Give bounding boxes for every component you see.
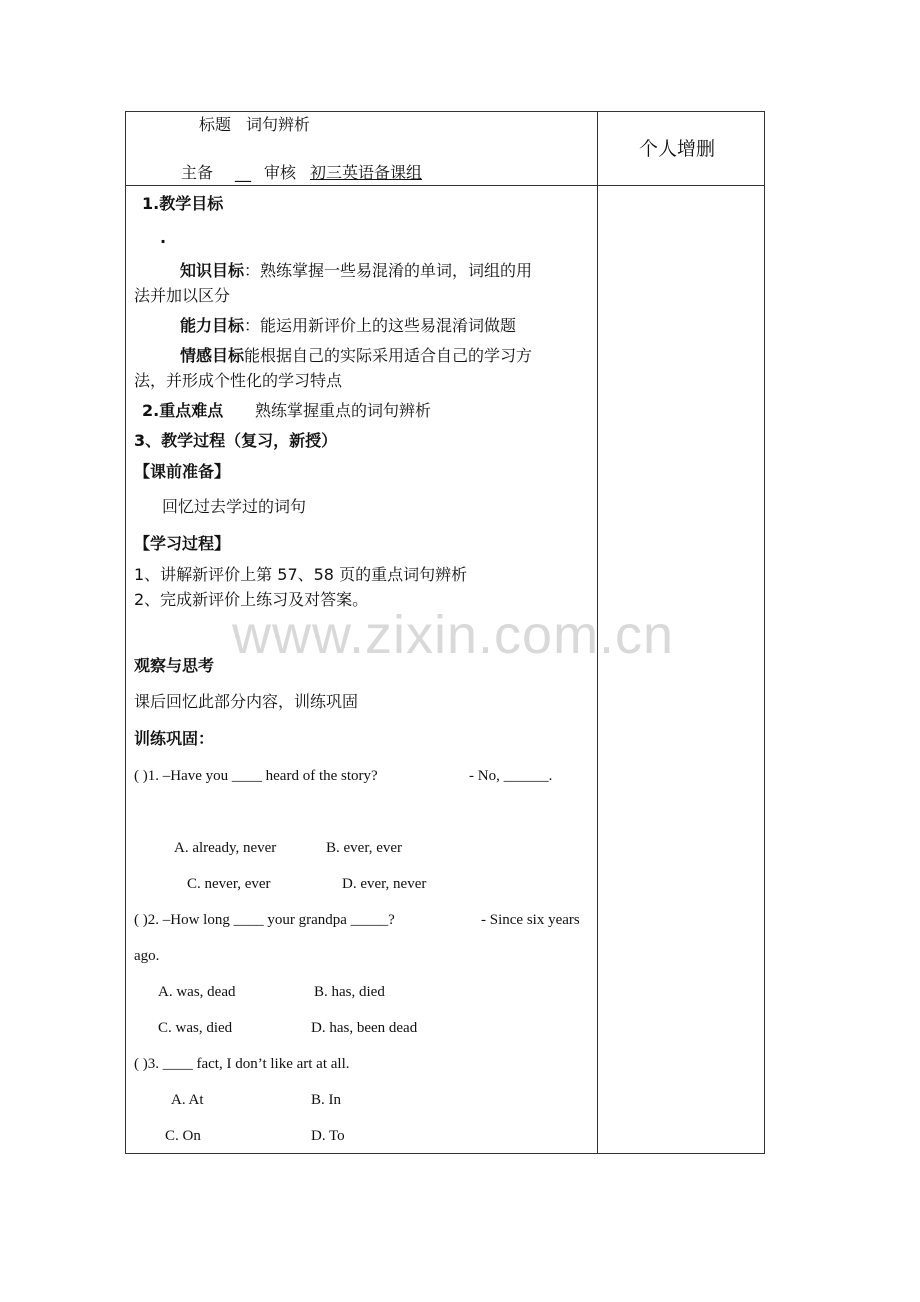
learn-step-1: 1、讲解新评价上第 57、58 页的重点词句辨析 xyxy=(134,565,468,584)
side-column-title: 个人增删 xyxy=(639,138,716,160)
header-divider xyxy=(125,185,765,186)
observe-heading: 观察与思考 xyxy=(134,656,215,675)
process-heading: 3、教学过程（复习，新授） xyxy=(134,431,338,450)
knowledge-text-1: ：熟练掌握一些易混淆的单词，词组的用 xyxy=(244,261,533,280)
q1-stem: ( )1. –Have you ____ heard of the story? xyxy=(134,768,378,784)
q3-option-c: C. On xyxy=(165,1128,201,1144)
bullet-dot: · xyxy=(160,232,167,251)
q2-option-a: A. was, dead xyxy=(158,984,236,1000)
q2-option-b: B. has, died xyxy=(314,984,385,1000)
review-value: 初三英语备课组 xyxy=(310,163,423,182)
q1-option-b: B. ever, ever xyxy=(326,840,403,856)
key-points-label: 2.重点难点 xyxy=(142,401,224,420)
practice-heading: 训练巩固： xyxy=(134,729,215,748)
prep-text: 回忆过去学过的词句 xyxy=(162,497,307,516)
learn-step-2: 2、完成新评价上练习及对答案。 xyxy=(134,590,369,609)
author-blank: __ xyxy=(235,163,251,182)
objectives-heading: 1.教学目标 xyxy=(142,194,224,213)
title-value: 词句辨析 xyxy=(246,115,311,134)
prep-heading: 【课前准备】 xyxy=(134,462,231,481)
q1-reply: - No, ______. xyxy=(469,768,553,784)
knowledge-line-1 xyxy=(180,261,532,281)
title-label: 标题 xyxy=(199,115,232,134)
review-label: 审核 xyxy=(264,163,297,182)
q3-option-b: B. In xyxy=(311,1092,341,1108)
ability-label: 能力目标 xyxy=(180,316,245,335)
q2-option-d: D. has, been dead xyxy=(311,1020,418,1036)
key-points-text: 熟练掌握重点的词句辨析 xyxy=(255,401,432,420)
q2-continuation: ago. xyxy=(134,948,160,964)
emotion-label: 情感目标 xyxy=(180,346,245,365)
q3-stem: ( )3. ____ fact, I don’t like art at all. xyxy=(134,1056,350,1072)
q3-option-a: A. At xyxy=(171,1092,204,1108)
learn-heading: 【学习过程】 xyxy=(134,534,231,553)
q3-option-d: D. To xyxy=(311,1128,345,1144)
q2-reply: - Since six years xyxy=(481,912,580,928)
q1-option-c: C. never, ever xyxy=(187,876,271,892)
q1-option-d: D. ever, never xyxy=(342,876,427,892)
observe-text: 课后回忆此部分内容，训练巩固 xyxy=(134,692,359,711)
emotion-text-2: 法，并形成个性化的学习特点 xyxy=(134,371,343,390)
q2-option-c: C. was, died xyxy=(158,1020,233,1036)
ability-text: ：能运用新评价上的这些易混淆词做题 xyxy=(244,316,517,335)
author-label: 主备 xyxy=(181,163,214,182)
watermark: www.zixin.com.cn xyxy=(232,605,675,665)
knowledge-text-2: 法并加以区分 xyxy=(134,286,231,305)
q2-stem: ( )2. –How long ____ your grandpa _____? xyxy=(134,912,395,928)
q1-option-a: A. already, never xyxy=(174,840,277,856)
knowledge-label: 知识目标 xyxy=(180,261,245,280)
ability-line xyxy=(180,316,516,336)
emotion-text-1: 能根据自己的实际采用适合自己的学习方 xyxy=(244,346,533,365)
emotion-line-1 xyxy=(180,346,532,366)
